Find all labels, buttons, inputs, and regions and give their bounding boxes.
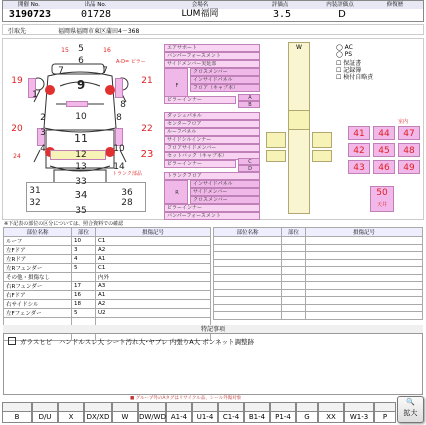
- part-num-11: 11: [74, 132, 88, 145]
- part-bar-15: インサイドパネル: [190, 180, 260, 188]
- part-num-8a: 8: [120, 100, 126, 110]
- cell: C1: [96, 237, 211, 246]
- cell: [214, 304, 282, 312]
- interior-42: 42: [348, 143, 370, 157]
- table-row: [214, 289, 423, 297]
- cell: [282, 297, 306, 305]
- legend-cell-6-head: [167, 403, 191, 412]
- table-row: [214, 237, 423, 245]
- pickup-address: 福岡県福岡市東区蒲田4－368: [58, 28, 140, 35]
- cell: [214, 312, 282, 320]
- interior-score-value: D: [338, 9, 346, 20]
- footnote: ■ グループ外のAタグはリサイクル品、シール外傷対象: [130, 396, 242, 401]
- cell: 右サイドシル: [4, 300, 72, 309]
- cell: [306, 274, 423, 282]
- part-bar-8: センターフロア: [164, 120, 260, 128]
- cell: [282, 282, 306, 290]
- cell: [306, 237, 423, 245]
- legend-cell-9-head: [245, 403, 269, 412]
- option-liability[interactable]: [336, 72, 416, 79]
- table-row: [4, 246, 211, 255]
- part-bar-17: クロスメンバー: [190, 196, 260, 204]
- cell: [214, 274, 282, 282]
- part-bar-0: エアサポート: [164, 44, 260, 52]
- special-notes-text: ガラスヒビ ハンドルスレ大 シート汚れ大･ヤブレ 内張りA大 ボンネット調整跡: [20, 338, 255, 346]
- part-num-20: 20: [11, 124, 23, 134]
- cell: [282, 259, 306, 267]
- cell: [282, 312, 306, 320]
- legend-cell-9: [244, 402, 270, 423]
- option-warranty-box: ☐: [336, 60, 344, 67]
- table-row: [214, 297, 423, 305]
- option-records-label: 記録簿: [343, 67, 362, 74]
- table-row: [4, 237, 211, 246]
- cell: 左Fドア: [4, 246, 72, 255]
- legend-cell-8-head: [219, 403, 243, 412]
- rear-num-36: 36: [121, 188, 133, 198]
- legend-cell-10-val: P1-4: [275, 413, 291, 421]
- body-panel-right-door: [312, 132, 332, 148]
- cell: A1: [96, 291, 211, 300]
- special-notes-box: [3, 325, 423, 395]
- interior-47: 47: [398, 126, 420, 140]
- header-label-venue: 会場名: [191, 2, 209, 8]
- legend-cell-12-head: [319, 403, 343, 412]
- col-part-name: 部位名称: [4, 228, 72, 237]
- option-liability-label: 検付自略責: [343, 74, 374, 81]
- cell: [4, 318, 72, 326]
- part-bar-4: インサイドパネル: [190, 76, 260, 84]
- cell: 5: [72, 264, 96, 273]
- cell: [306, 259, 423, 267]
- part-bar-10: サイドシルインナー: [164, 136, 260, 144]
- auction-number: 3190723: [8, 9, 52, 20]
- option-liability-box: ☐: [336, 74, 344, 81]
- cell: [306, 312, 423, 320]
- notes-line: ※下記表の部位の区分については、照合資料での確認: [4, 221, 124, 227]
- option-ac-circle: ◯: [336, 44, 345, 51]
- part-num-10: 10: [75, 112, 87, 122]
- cell: U2: [96, 309, 211, 318]
- part-letter-B: B: [238, 101, 260, 108]
- interior-grid: [346, 124, 422, 176]
- part-bar-13: ピラーインナー: [164, 160, 236, 168]
- legend-cell-2-head: [59, 403, 83, 412]
- part-num-23: 23: [140, 149, 154, 160]
- part-num-6: 6: [78, 56, 84, 66]
- interior-50: 50: [376, 188, 388, 198]
- legend-cell-6: [166, 402, 192, 423]
- legend-cell-13-head: [345, 403, 373, 412]
- cell: [282, 244, 306, 252]
- interior-44: 44: [373, 126, 395, 140]
- legend-cell-0: [2, 402, 32, 423]
- part-letter-W: W: [296, 44, 302, 51]
- venue-name: LUM福岡: [181, 9, 219, 19]
- cell: [214, 282, 282, 290]
- cell: 左Rドア: [4, 255, 72, 264]
- header-label-lot: 出品 No.: [84, 2, 107, 8]
- legend-cell-11-val: G: [304, 413, 310, 421]
- legend-cell-10: [270, 402, 296, 423]
- header-label-score: 評価点: [271, 2, 289, 8]
- legend-cell-11-head: [297, 403, 317, 412]
- legend-cell-11: [296, 402, 318, 423]
- legend-cell-0-val: B: [14, 413, 20, 421]
- legend-cell-1-head: [33, 403, 57, 412]
- part-num-19: 19: [11, 76, 23, 86]
- cell: 4: [72, 255, 96, 264]
- legend-cell-10-head: [271, 403, 295, 412]
- part-num-10b: 10: [113, 144, 125, 154]
- part-num-4: 4: [40, 144, 46, 154]
- cell: [306, 244, 423, 252]
- cell: 3: [72, 246, 96, 255]
- rear-num-32: 32: [29, 198, 41, 208]
- cell: 左Rフェンダー: [4, 264, 72, 273]
- legend-cell-13-val: W1-3: [349, 413, 369, 421]
- part-bar-19: バンパーフォースメント: [164, 212, 260, 220]
- part-bar-6: ピラーインナー: [164, 96, 236, 104]
- cell: [214, 252, 282, 260]
- table-row: [4, 255, 211, 264]
- rear-num-28: 28: [121, 198, 133, 208]
- cell: [282, 274, 306, 282]
- table-row: [214, 304, 423, 312]
- table-row: [214, 312, 423, 320]
- cell: [214, 267, 282, 275]
- score-value: 3.5: [272, 9, 292, 20]
- cell: 18: [72, 300, 96, 309]
- option-records[interactable]: [336, 65, 416, 72]
- part-num-21: 21: [141, 76, 153, 86]
- legend-cell-7: [192, 402, 218, 423]
- part-num-16: 16: [103, 47, 111, 54]
- legend-cell-5-head: [139, 403, 165, 412]
- table-row: [214, 244, 423, 252]
- part-bar-14: トランクフロア: [164, 172, 260, 180]
- table-row: [4, 300, 211, 309]
- legend-cell-9-val: B1-4: [248, 413, 266, 421]
- cell: [282, 237, 306, 245]
- body-panel-mid: [288, 110, 310, 130]
- part-num-5: 5: [78, 44, 84, 54]
- part-bar-9: ルーフパネル: [164, 128, 260, 136]
- option-ac[interactable]: [336, 44, 416, 51]
- damage-table-right-header: [214, 228, 423, 237]
- trunk-parts-label: トランク部品: [112, 171, 142, 177]
- legend-cell-12-val: XX: [326, 413, 336, 421]
- part-bar-1: バンパーフォースメント: [164, 52, 260, 60]
- cell: 17: [72, 282, 96, 291]
- legend-cell-13: [344, 402, 374, 423]
- part-num-8b: 8: [116, 113, 122, 123]
- cell: [306, 304, 423, 312]
- cell: [214, 237, 282, 245]
- cell: 右Fドア: [4, 291, 72, 300]
- interior-label: 室内: [398, 119, 409, 125]
- option-ps[interactable]: [336, 51, 416, 58]
- lot-number: 01728: [80, 9, 112, 20]
- option-ps-label: PS: [344, 51, 353, 58]
- part-letter-D: D: [238, 165, 260, 172]
- cell: [72, 273, 96, 282]
- interior-43: 43: [348, 160, 370, 174]
- part-bar-16: サイドメンバー: [190, 188, 260, 196]
- part-letter-A: A: [238, 94, 260, 101]
- cell: 16: [72, 291, 96, 300]
- part-letter-F: F: [164, 68, 188, 102]
- col-part: 部位: [72, 228, 96, 237]
- damage-table-right: [213, 227, 423, 320]
- damage-table-left-header: [4, 228, 211, 237]
- legend-cell-1-val: D/U: [38, 413, 52, 421]
- rear-num-35: 35: [75, 206, 87, 216]
- legend-cell-14-head: [375, 403, 395, 412]
- table-row: [214, 267, 423, 275]
- part-letter-C: C: [238, 158, 260, 165]
- rear-num-31: 31: [29, 186, 41, 196]
- cell: [306, 267, 423, 275]
- body-panel-right-rear: [312, 150, 332, 162]
- part-num-12: 12: [75, 150, 87, 160]
- option-ac-label: AC: [344, 44, 353, 51]
- repair-history-value: [378, 8, 418, 21]
- cell: その他・損傷なし: [4, 273, 72, 282]
- cell: A2: [96, 300, 211, 309]
- table-row: [214, 259, 423, 267]
- legend-cell-2: [58, 402, 84, 423]
- body-panel-left-door: [266, 132, 286, 148]
- part-num-3: 3: [40, 128, 46, 138]
- cell: [214, 289, 282, 297]
- cell: [282, 289, 306, 297]
- cell: 右Rフェンダー: [4, 282, 72, 291]
- table-row: [4, 309, 211, 318]
- part-bar-7: ダッシュパネル: [164, 112, 260, 120]
- rear-num-34: 34: [74, 190, 88, 201]
- zoom-button-label: 拡大: [403, 409, 418, 417]
- legend-cell-3-val: DX/XD: [86, 413, 110, 421]
- car-panel-center: [66, 101, 88, 107]
- col-part-name-r: 部位名称: [214, 228, 282, 237]
- part-num-14: 14: [113, 162, 125, 172]
- option-ps-circle: ◯: [336, 51, 345, 58]
- legend-cell-7-val: U1-4: [196, 413, 214, 421]
- cell: [306, 252, 423, 260]
- table-row: [4, 291, 211, 300]
- interior-45: 45: [373, 143, 395, 157]
- legend-cell-4-head: [113, 403, 137, 412]
- cell: [96, 318, 211, 326]
- cell: A3: [96, 282, 211, 291]
- option-records-box: ☐: [336, 67, 344, 74]
- pickup-label: 引取先: [8, 28, 27, 35]
- legend-cell-3-head: [85, 403, 111, 412]
- body-panel-left-rear: [266, 150, 286, 162]
- header-label-auction: 開催 No.: [18, 2, 40, 8]
- legend-cell-14: [374, 402, 396, 423]
- legend-cell-6-val: A1-4: [170, 413, 188, 421]
- cell: 5: [72, 309, 96, 318]
- table-row: [214, 274, 423, 282]
- special-notes-title: 特記事項: [3, 325, 423, 334]
- part-num-24: 24: [13, 153, 21, 160]
- part-bar-18: ピラーインナー: [164, 204, 260, 212]
- cell: [306, 282, 423, 290]
- part-num-1: 1: [32, 90, 38, 100]
- legend-cell-5: [138, 402, 166, 423]
- legend-cell-14-val: P: [382, 413, 388, 421]
- legend-cell-0-head: [3, 403, 31, 412]
- part-num-7b: 7: [102, 66, 108, 76]
- magnifier-icon: 🔍: [406, 398, 415, 406]
- cell: [282, 267, 306, 275]
- cell: [306, 289, 423, 297]
- part-num-15: 15: [61, 47, 69, 54]
- legend-cell-12: [318, 402, 344, 423]
- part-num-22: 22: [141, 124, 153, 134]
- cell: C1: [96, 264, 211, 273]
- interior-48: 48: [398, 143, 420, 157]
- table-row: [4, 282, 211, 291]
- cell: 10: [72, 237, 96, 246]
- cell: ルーフ: [4, 237, 72, 246]
- part-bar-3: クロスメンバー: [190, 68, 260, 76]
- interior-46: 46: [373, 160, 395, 174]
- interior-50-sub: 天井: [376, 202, 387, 208]
- col-part-r: 部位: [282, 228, 306, 237]
- cell: 内外: [96, 273, 211, 282]
- cell: [306, 297, 423, 305]
- part-bar-5: フロア（キャブ本）: [190, 84, 260, 92]
- cell: A2: [96, 246, 211, 255]
- option-warranty-label: 保証書: [343, 60, 362, 67]
- table-row: [4, 264, 211, 273]
- part-num-2: 2: [40, 113, 46, 123]
- header-label-interior: 内装評価点: [326, 2, 354, 8]
- ad-pillar-label: A-D= ピラー: [116, 59, 146, 65]
- legend-cell-4-val: W: [121, 413, 129, 421]
- options-list: [336, 44, 416, 79]
- legend-cell-2-val: X: [68, 413, 74, 421]
- zoom-button[interactable]: [397, 396, 424, 423]
- part-num-7a: 7: [58, 66, 64, 76]
- legend-cell-5-val: DW/WD: [139, 413, 166, 421]
- part-bar-11: フロアサイドメンバー: [164, 144, 260, 152]
- part-num-13: 13: [75, 162, 87, 172]
- legend-cell-7-head: [193, 403, 217, 412]
- table-row: [4, 273, 211, 282]
- cell: [214, 259, 282, 267]
- damage-table-left: [3, 227, 211, 341]
- legend-cell-1: [32, 402, 58, 423]
- cell: A1: [96, 255, 211, 264]
- col-damage: 損傷記号: [96, 228, 211, 237]
- cell: [282, 252, 306, 260]
- header-label-repair: 修復歴: [386, 2, 404, 8]
- cell: [72, 318, 96, 326]
- cell: 左Fフェンダー: [4, 309, 72, 318]
- table-row: [214, 282, 423, 290]
- part-num-9: 9: [76, 78, 86, 92]
- part-letter-R: R: [164, 180, 188, 204]
- rear-num-33: 33: [75, 177, 87, 187]
- option-warranty[interactable]: [336, 58, 416, 65]
- legend-cell-8: [218, 402, 244, 423]
- legend-cell-3: [84, 402, 112, 423]
- special-notes-checkbox[interactable]: [8, 337, 16, 345]
- table-row: [4, 318, 211, 326]
- cell: [282, 304, 306, 312]
- interior-49: 49: [398, 160, 420, 174]
- legend-cell-4: [112, 402, 138, 423]
- part-bar-12: セットバック（キャブ本）: [164, 152, 260, 160]
- car-panel-right-front: [115, 78, 123, 98]
- table-row: [214, 252, 423, 260]
- cell: [214, 297, 282, 305]
- cell: [214, 244, 282, 252]
- interior-41: 41: [348, 126, 370, 140]
- col-damage-r: 損傷記号: [306, 228, 423, 237]
- legend-cell-8-val: C1-4: [222, 413, 240, 421]
- part-bar-2: サイドメンバー実延部: [164, 60, 260, 68]
